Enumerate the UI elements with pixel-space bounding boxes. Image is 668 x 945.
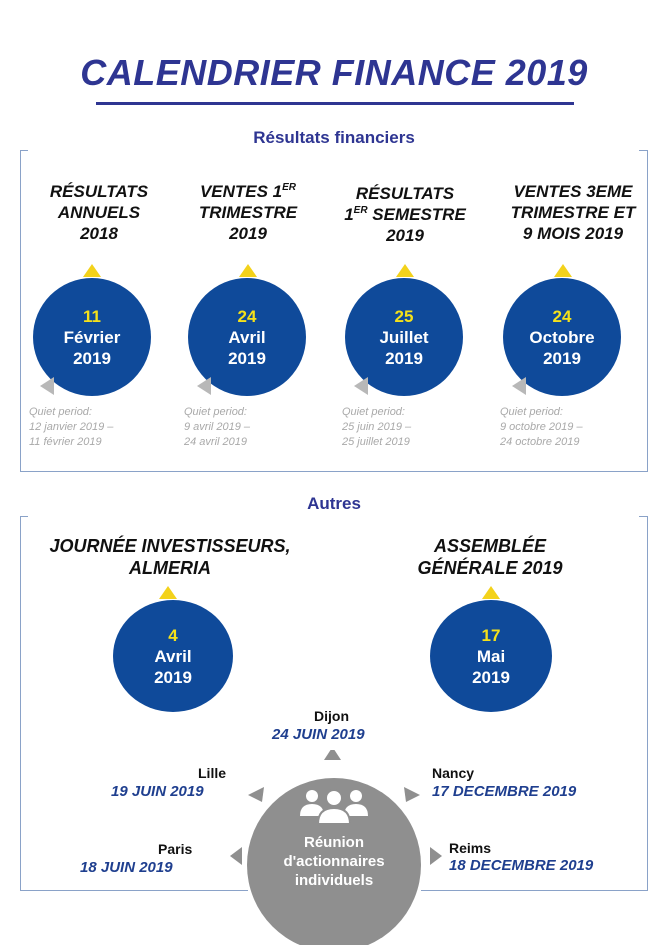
pointer-up-icon [159, 586, 177, 599]
date-nancy: 17 DECEMBRE 2019 [432, 783, 577, 800]
pointer-grey-icon [197, 377, 211, 395]
other-heading-general-assembly: ASSEMBLÉE GÉNÉRALE 2019 [417, 536, 563, 578]
result-heading-annual-2018: RÉSULTATS ANNUELS 2018 [49, 182, 149, 243]
pointer-up-icon [83, 264, 101, 277]
frame-right-tick [639, 150, 647, 151]
pointer-up-icon [239, 264, 257, 277]
frame2-right-tick [639, 516, 647, 517]
pointer-grey-icon [512, 377, 526, 395]
pointer-up-icon [482, 586, 500, 599]
pointer-lille-icon [248, 787, 264, 802]
city-paris: Paris [158, 841, 193, 857]
date-dijon: 24 JUIN 2019 [272, 726, 365, 743]
date-reims: 18 DECEMBRE 2019 [449, 857, 594, 874]
frame-left-tick [20, 150, 28, 151]
date-circle-result-3: 25 Juillet 2019 [345, 278, 463, 396]
frame2-bottom-left [20, 890, 248, 891]
pointer-dijon-icon [324, 750, 341, 760]
city-dijon: Dijon [314, 708, 349, 724]
meeting-label: Réunion d'actionnaires individuels [283, 834, 385, 889]
quiet-period-result-2: Quiet period: 9 avril 2019 – 24 avril 2019 [184, 406, 251, 448]
pointer-reims-icon [430, 847, 442, 865]
date-circle-result-4: 24 Octobre 2019 [503, 278, 621, 396]
pointer-grey-icon [40, 377, 54, 395]
pointer-paris-icon [230, 847, 242, 865]
frame2-bottom-right [421, 890, 648, 891]
date-paris: 18 JUIN 2019 [80, 859, 173, 876]
date-circle-result-1: 11 Février 2019 [33, 278, 151, 396]
date-lille: 19 JUIN 2019 [111, 783, 204, 800]
page-title: CALENDRIER FINANCE 2019 [80, 52, 588, 93]
pointer-up-icon [554, 264, 572, 277]
people-group-icon [296, 786, 372, 826]
frame2-left-tick [20, 516, 28, 517]
result-heading-h1-results: RÉSULTATS 1ER SEMESTRE 2019 [344, 184, 466, 245]
quiet-period-result-1: Quiet period: 12 janvier 2019 – 11 février 2019 [29, 406, 114, 448]
result-heading-q1-sales: VENTES 1ER TRIMESTRE 2019 [198, 182, 298, 243]
city-lille: Lille [198, 765, 227, 781]
section-label-results: Résultats financiers [253, 128, 415, 147]
quiet-period-result-4: Quiet period: 9 octobre 2019 – 24 octobre 2019 [500, 406, 583, 448]
city-nancy: Nancy [432, 765, 475, 781]
quiet-period-result-3: Quiet period: 25 juin 2019 – 25 juillet 2019 [342, 406, 412, 448]
city-reims: Reims [449, 840, 492, 856]
pointer-grey-icon [354, 377, 368, 395]
date-circle-other-2: 17 Mai 2019 [430, 600, 552, 712]
pointer-nancy-icon [404, 787, 420, 802]
section-label-others: Autres [307, 494, 361, 513]
title-underline [96, 102, 574, 105]
other-heading-investor-day: JOURNÉE INVESTISSEURS, ALMERIA [49, 536, 291, 578]
date-circle-other-1: 4 Avril 2019 [113, 600, 233, 712]
result-heading-q3-sales: VENTES 3EME TRIMESTRE ET 9 MOIS 2019 [510, 182, 636, 243]
frame2-right-line [647, 516, 648, 891]
pointer-up-icon [396, 264, 414, 277]
date-circle-result-2: 24 Avril 2019 [188, 278, 306, 396]
frame-bottom-line [20, 471, 648, 472]
